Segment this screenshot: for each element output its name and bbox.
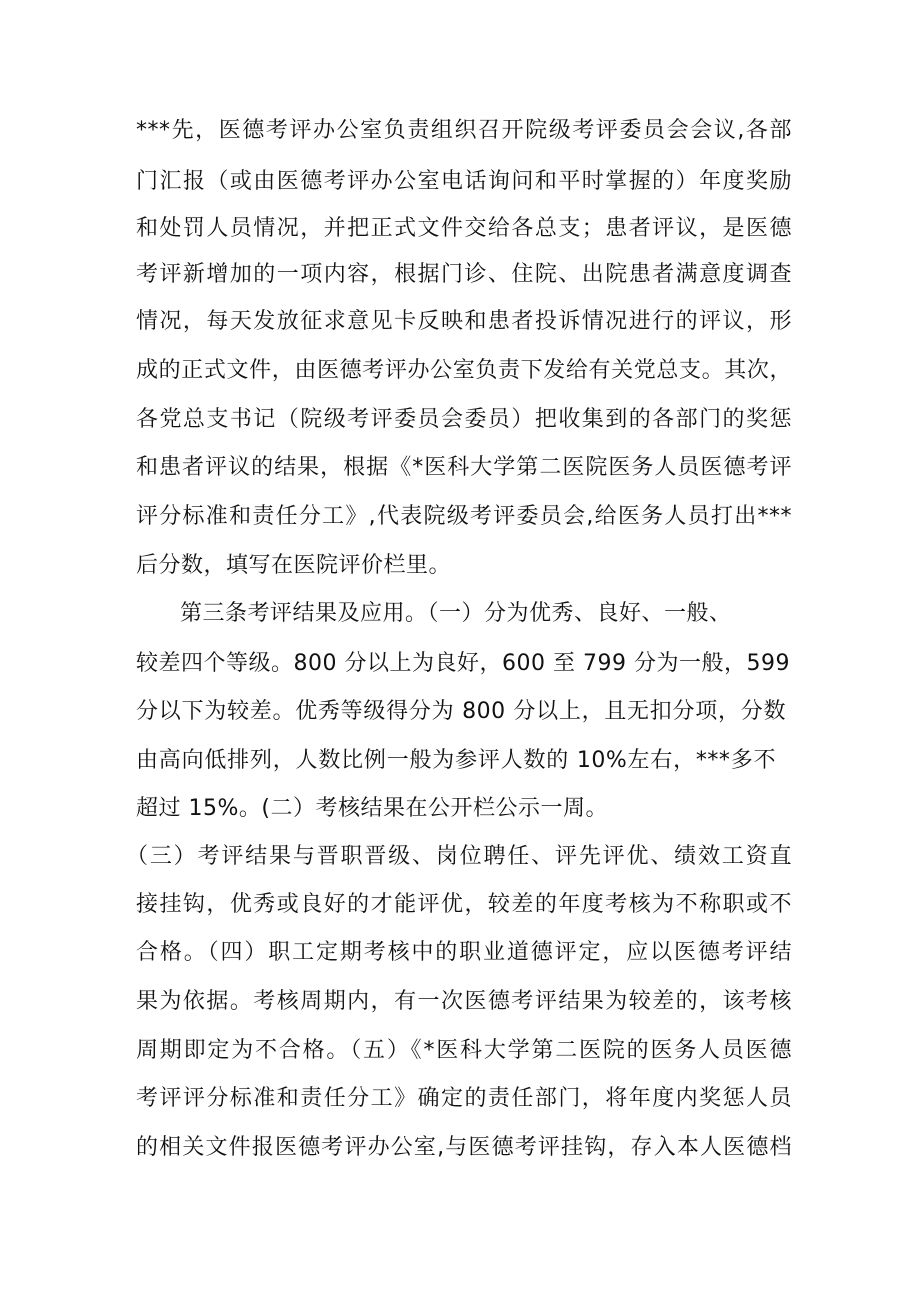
paragraph-3-line-3: 合格。（四）职工定期考核中的职业道德评定，应以医德考评结 — [136, 940, 792, 965]
paragraph-1-line-8: 和患者评议的结果，根据《*医科大学第二医院医务人员医德考评 — [136, 455, 792, 480]
paragraph-2-line-1: 第三条考评结果及应用。（一）分为优秀、良好、一般、 — [180, 601, 732, 626]
paragraph-2-line-5: 超过 15%。(二）考核结果在公开栏公示一周。 — [136, 796, 608, 821]
paragraph-3-line-7: 的相关文件报医德考评办公室,与医德考评挂钩，存入本人医德档 — [136, 1135, 792, 1160]
paragraph-1-line-3: 和处罚人员情况，并把正式文件交给各总支；患者评议，是医德 — [136, 216, 792, 241]
paragraph-1-line-6: 成的正式文件，由医德考评办公室负责下发给有关党总支。其次， — [136, 358, 792, 383]
paragraph-3-line-4: 果为依据。考核周期内，有一次医德考评结果为较差的，该考核 — [136, 989, 792, 1014]
paragraph-1-line-10: 后分数，填写在医院评价栏里。 — [136, 553, 452, 578]
paragraph-1-line-2: 门汇报（或由医德考评办公室电话询问和平时掌握的）年度奖励 — [136, 169, 792, 194]
paragraph-3-line-2: 接挂钩，优秀或良好的才能评优，较差的年度考核为不称职或不 — [136, 892, 792, 917]
paragraph-1-line-7: 各党总支书记（院级考评委员会委员）把收集到的各部门的奖惩 — [136, 407, 792, 432]
paragraph-1-line-4: 考评新增加的一项内容，根据门诊、住院、出院患者满意度调查 — [136, 262, 792, 287]
paragraph-2-line-2: 较差四个等级。800 分以上为良好，600 至 799 分为一般，599 — [136, 651, 790, 676]
paragraph-2-line-3: 分以下为较差。优秀等级得分为 800 分以上，且无扣分项，分数 — [136, 699, 786, 724]
paragraph-1-line-9: 评分标准和责任分工》,代表院级考评委员会,给医务人员打出*** — [136, 504, 792, 529]
paragraph-3-line-6: 考评评分标准和责任分工》确定的责任部门，将年度内奖惩人员 — [136, 1086, 792, 1111]
paragraph-1-line-1: ***先，医德考评办公室负责组织召开院级考评委员会会议,各部 — [136, 118, 792, 143]
paragraph-2-line-4: 由高向低排列，人数比例一般为参评人数的 10%左右，***多不 — [136, 748, 776, 773]
paragraph-3-line-1: （三）考评结果与晋职晋级、岗位聘任、评先评优、绩效工资直 — [126, 844, 792, 869]
paragraph-1-line-5: 情况，每天发放征求意见卡反映和患者投诉情况进行的评议，形 — [136, 309, 792, 334]
paragraph-3-line-5: 周期即定为不合格。（五）《*医科大学第二医院的医务人员医德 — [136, 1038, 792, 1063]
